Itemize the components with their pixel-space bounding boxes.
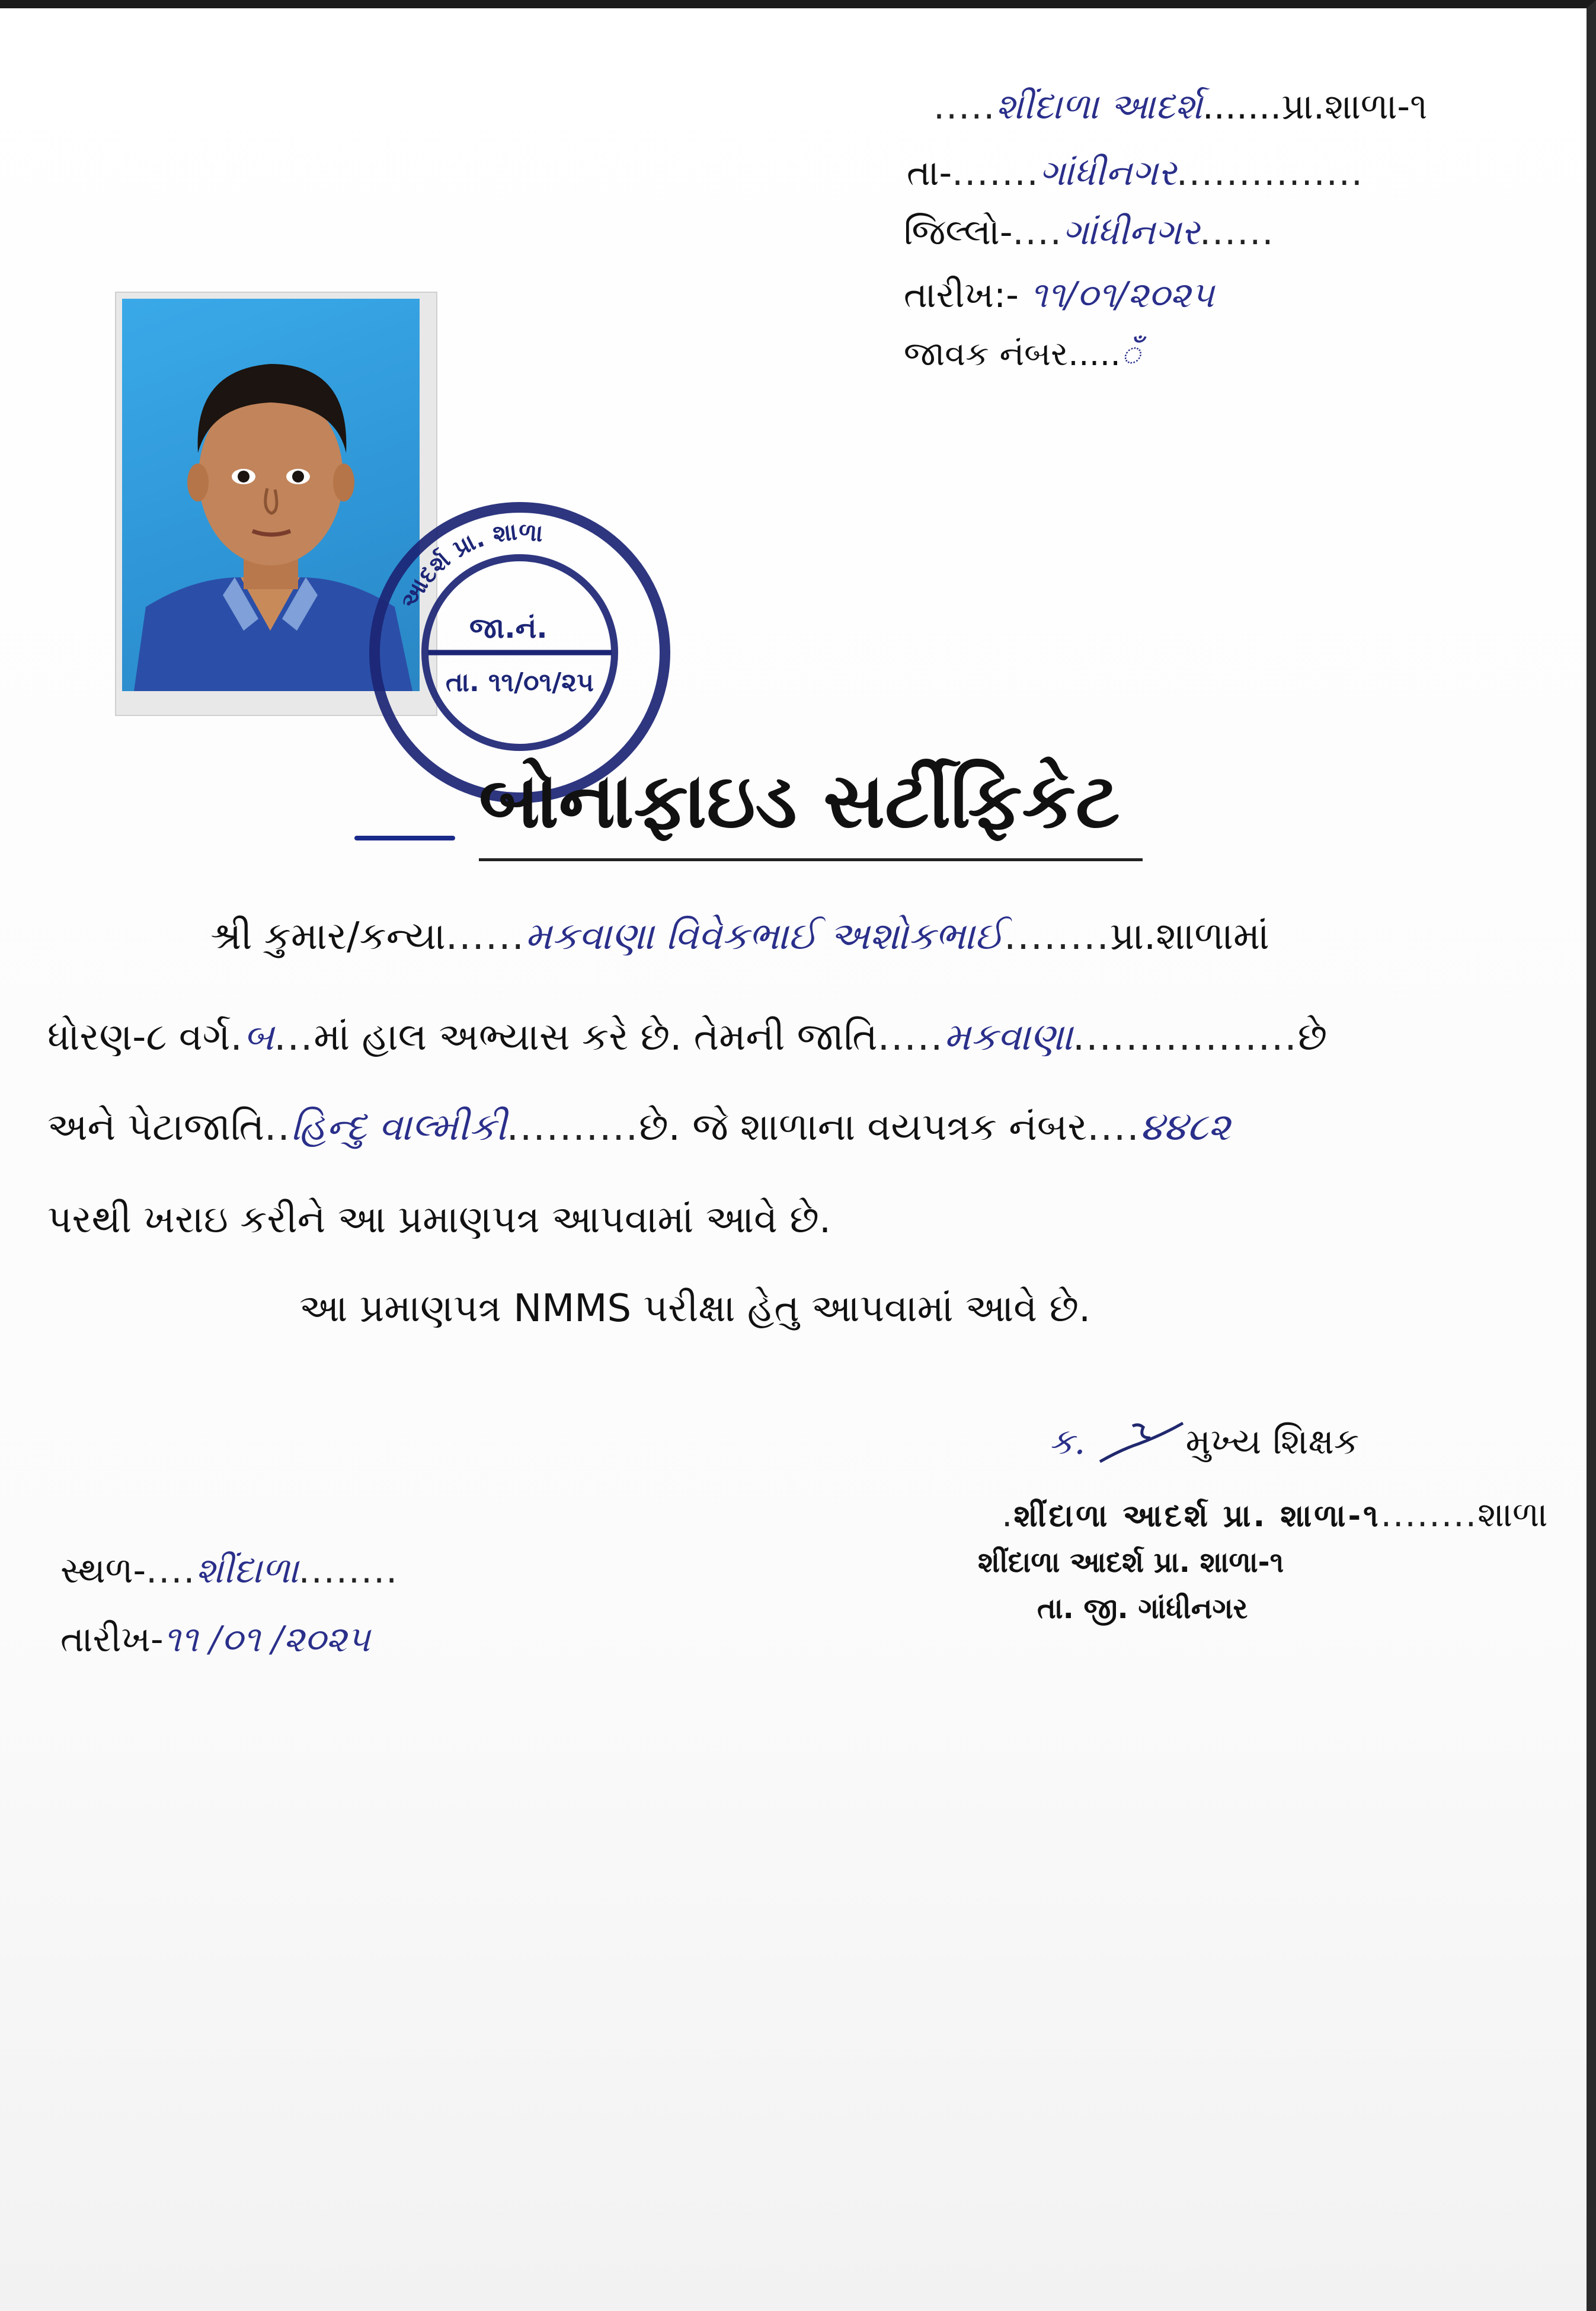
subcaste-handwritten: હિન્દુ વાલ્મીકી	[290, 1105, 507, 1149]
title-underline	[479, 858, 1143, 861]
body-line-5: આ પ્રમાણપત્ર NMMS પરીક્ષા હેતુ આપવામાં આવે છે.	[299, 1287, 1091, 1331]
header-date-line: તારીખ:- ૧૧/૦૧/૨૦૨૫	[904, 274, 1214, 316]
outward-number-line: જાવક નંબર.....ँ	[904, 335, 1141, 373]
student-name-handwritten: મકવાણા વિવેકભાઈ અશોકભાઈ	[524, 915, 1005, 958]
header-date-handwritten: ૧૧/૦૧/૨૦૨૫	[1029, 274, 1214, 316]
body-line-2: ધોરણ-૮ વર્ગ.બ...માં હાલ અભ્યાસ કરે છે. તેમની જાતિ.....મકવાણા.................છે	[47, 1015, 1328, 1059]
school-name-handwritten: શીંદાળા આદર્શ	[996, 86, 1202, 127]
district-handwritten: ગાંધીનગર	[1062, 212, 1200, 253]
register-number-handwritten: ૪૪૮૨	[1140, 1105, 1230, 1149]
seal-inner-date: તા. ૧૧/૦૧/૨૫	[446, 667, 594, 698]
seal-outer-text: આદર્શ પ્રા. શાળા	[395, 518, 545, 614]
body-line-1: શ્રી કુમાર/કન્યા......મકવાણા વિવેકભાઈ અશોકભાઈ........પ્રા.શાળામાં	[210, 915, 1269, 958]
place-line: સ્થળ-....શીંદાળા........	[60, 1550, 399, 1591]
signature-stamp-line-2: તા. જી. ગાંધીનગર	[1037, 1592, 1248, 1625]
footer-date-line: તારીખ-૧૧ /૦૧ /૨૦૨૫	[60, 1619, 370, 1660]
title-pen-dash	[354, 836, 455, 840]
school-name-line: .....શીંદાળા આદર્શ.......પ્રા.શાળા-૧	[933, 86, 1428, 127]
caste-handwritten: મકવાણા	[943, 1015, 1073, 1059]
signature-school-line: .શીંદાળા આદર્શ પ્રા. શાળા-૧........શાળા	[1002, 1494, 1548, 1535]
svg-text:આદર્શ પ્રા. શાળા	[395, 518, 544, 613]
headmaster-role: મુખ્ય શિક્ષક	[1185, 1421, 1360, 1463]
district-line: જિલ્લો-....ગાંધીનગર......	[904, 212, 1275, 253]
taluka-handwritten: ગાંધીનગર	[1039, 152, 1176, 194]
headmaster-signature-line: ક. મુખ્ય શિક્ષક	[1049, 1420, 1359, 1468]
class-division-handwritten: બ	[243, 1015, 274, 1059]
footer-date-handwritten: ૧૧ /૦૧ /૨૦૨૫	[163, 1619, 370, 1660]
body-line-4: પરથી ખરાઇ કરીને આ પ્રમાણપત્ર આપવામાં આવે છે.	[47, 1198, 831, 1242]
body-line-3: અને પેટાજાતિ..હિન્દુ વાલ્મીકી..........છે. જે શાળાના વયપત્રક નંબર....૪૪૮૨	[47, 1105, 1230, 1149]
signature-scribble	[1097, 1420, 1186, 1468]
certificate-title: બોનાફાઇડ સર્ટીફિકેટ	[479, 757, 1120, 845]
seal-inner-label: જા.નં.	[469, 612, 548, 645]
taluka-line: તા-.......ગાંધીનગર...............	[907, 152, 1364, 194]
place-handwritten: શીંદાળા	[196, 1550, 299, 1591]
signature-stamp-line-1: શીંદાળા આદર્શ પ્રા. શાળા-૧	[978, 1546, 1284, 1579]
signature-school-stamp: શીંદાળા આદર્શ પ્રા. શાળા-૧	[1013, 1498, 1381, 1534]
